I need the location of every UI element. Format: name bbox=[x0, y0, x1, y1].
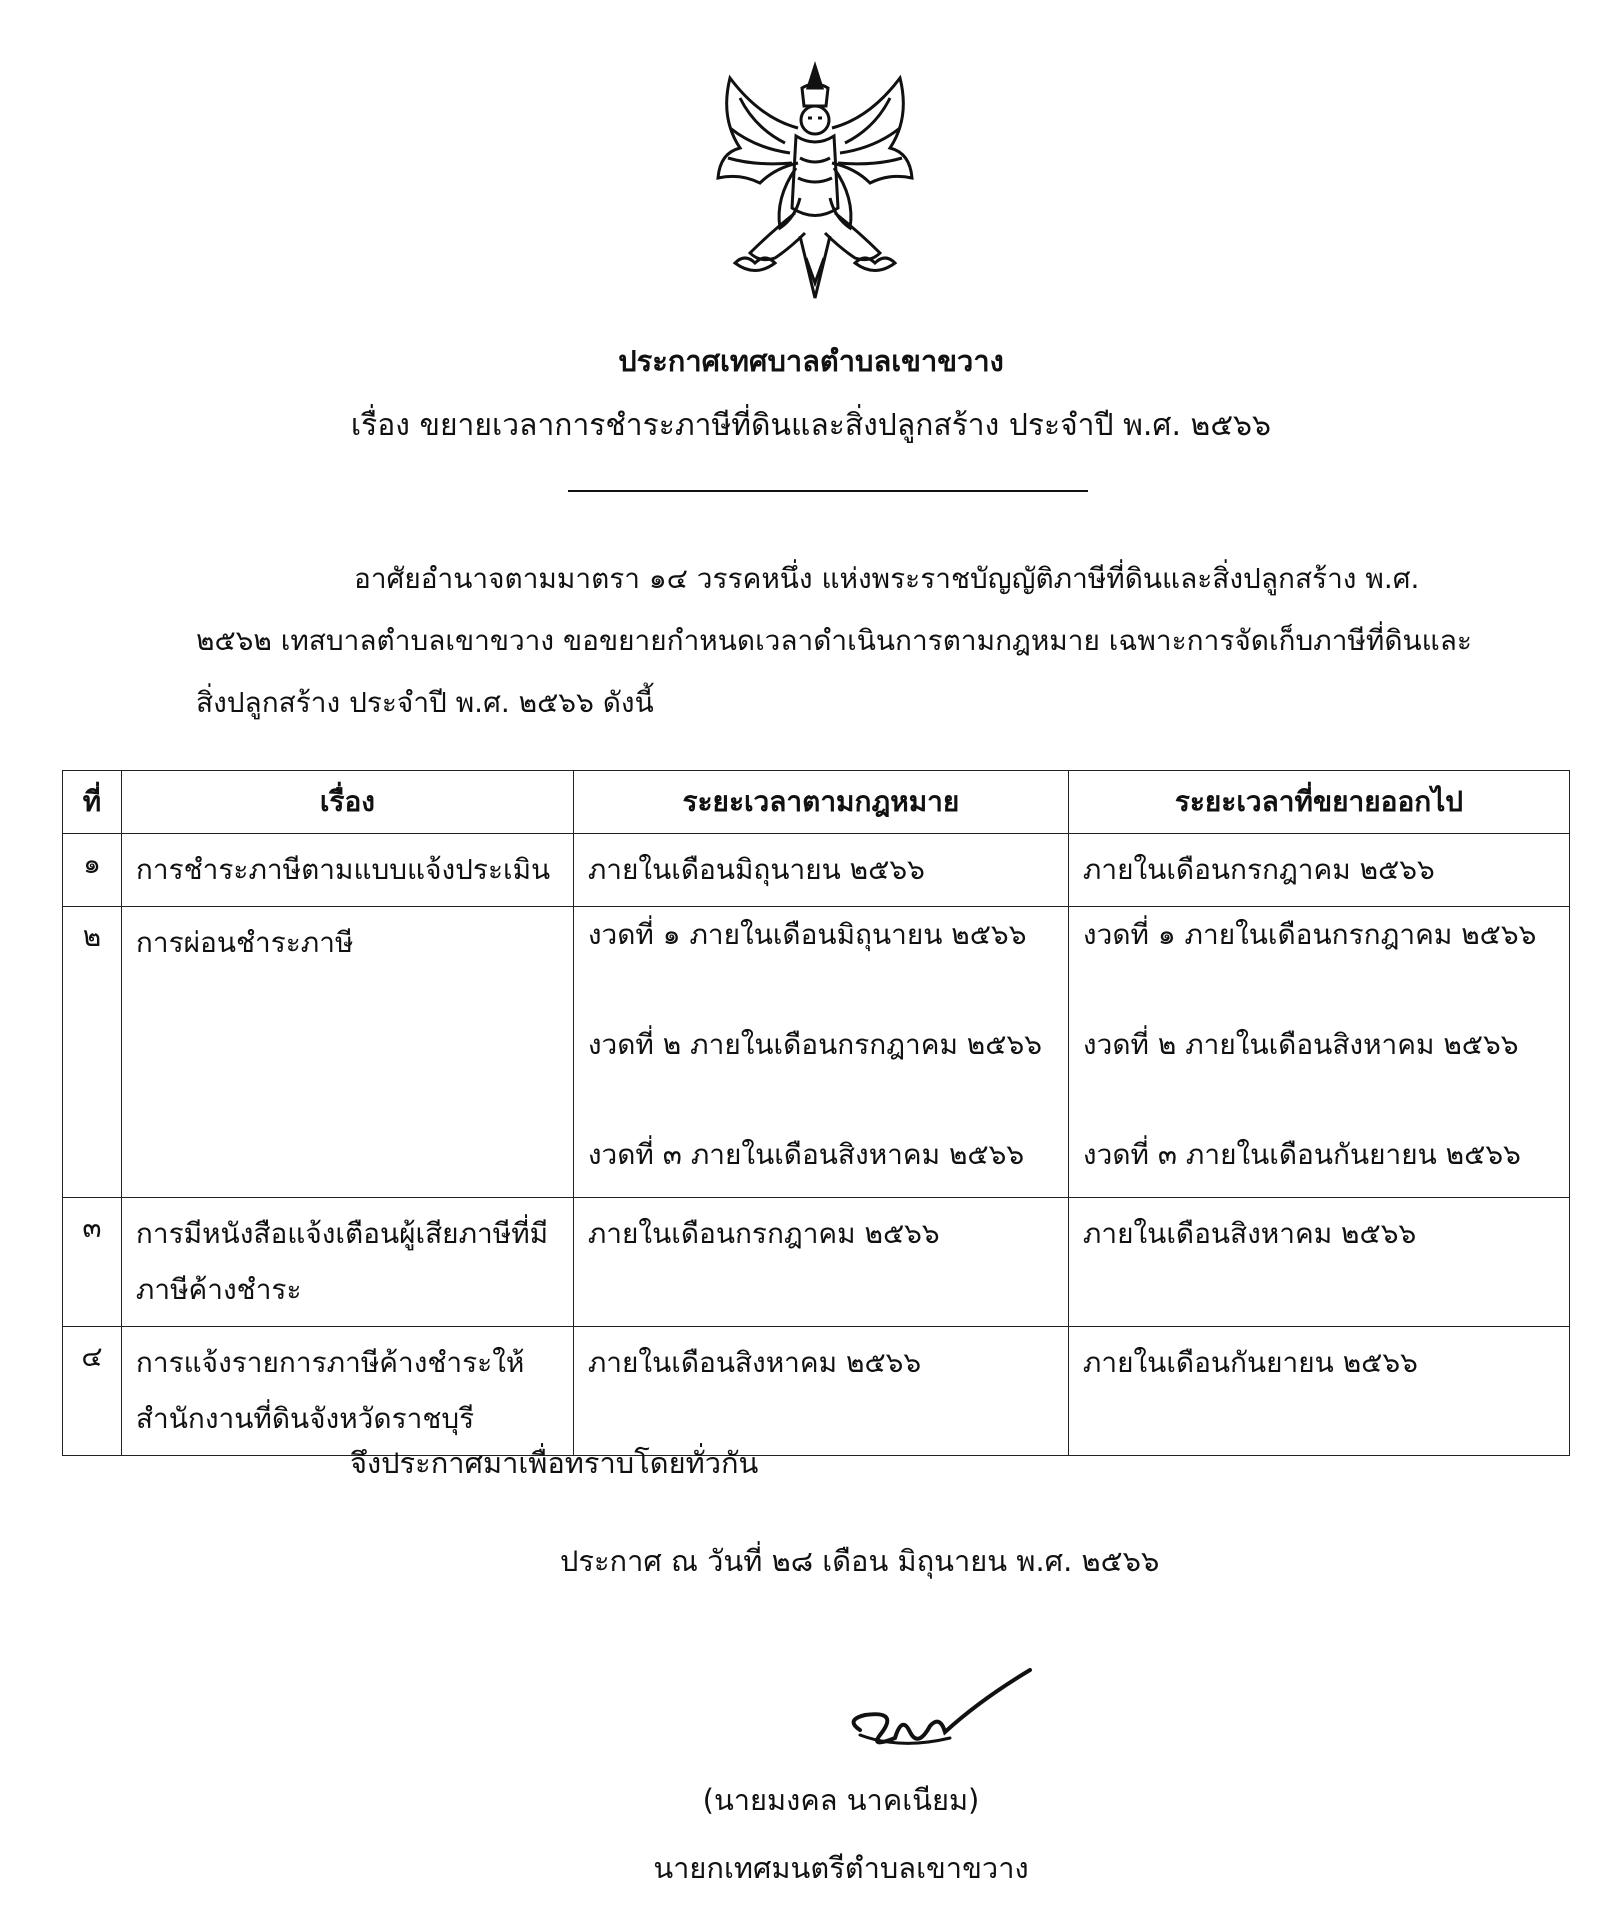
row-topic bbox=[121, 834, 573, 907]
header-legal-period: ระยะเวลาตามกฎหมาย bbox=[573, 771, 1068, 834]
row-legal-period bbox=[573, 834, 1068, 907]
row-number: ๑ bbox=[63, 834, 122, 907]
table-header-row bbox=[63, 771, 1570, 834]
installment-line: งวดที่ ๑ ภายในเดือนมิถุนายน ๒๕๖๖ bbox=[587, 918, 1027, 951]
signer-name: (นายมงคล นาคเนียม) bbox=[702, 1783, 980, 1817]
table-row bbox=[63, 834, 1570, 907]
row-legal-period bbox=[573, 1198, 1068, 1327]
installment-line: งวดที่ ๓ ภายในเดือนสิงหาคม ๒๕๖๖ bbox=[587, 1138, 1025, 1171]
row-number: ๓ bbox=[63, 1198, 122, 1327]
row-extended-period bbox=[1068, 1327, 1569, 1456]
row-number: ๔ bbox=[63, 1327, 122, 1456]
topic-line: ภาษีค้างชำระ bbox=[135, 1273, 302, 1306]
signer-title: นายกเทศมนตรีตำบลเขาขวาง bbox=[653, 1851, 1029, 1885]
row-extended-period bbox=[1068, 1198, 1569, 1327]
period-line: ภายในเดือนสิงหาคม ๒๕๖๖ bbox=[1082, 1217, 1417, 1250]
topic-line: การแจ้งรายการภาษีค้างชำระให้ bbox=[135, 1346, 525, 1379]
installment-line: งวดที่ ๑ ภายในเดือนกรกฎาคม ๒๕๖๖ bbox=[1082, 918, 1537, 951]
period-line: ภายในเดือนมิถุนายน ๒๕๖๖ bbox=[587, 853, 925, 886]
installment-line: งวดที่ ๒ ภายในเดือนสิงหาคม ๒๕๖๖ bbox=[1082, 1028, 1519, 1061]
row-topic bbox=[121, 907, 573, 1198]
table-row bbox=[63, 1327, 1570, 1456]
period-line: ภายในเดือนสิงหาคม ๒๕๖๖ bbox=[587, 1346, 922, 1379]
table-row bbox=[63, 1198, 1570, 1327]
topic-line: สำนักงานที่ดินจังหวัดราชบุรี bbox=[135, 1402, 475, 1435]
announcement-subject: เรื่อง ขยายเวลาการชำระภาษีที่ดินและสิ่งปลูกสร้าง ประจำปี พ.ศ. ๒๕๖๖ bbox=[350, 408, 1272, 443]
garuda-emblem-icon bbox=[700, 58, 930, 318]
period-line: ภายในเดือนกันยายน ๒๕๖๖ bbox=[1082, 1346, 1418, 1379]
row-number: ๒ bbox=[63, 907, 122, 1198]
body-paragraph bbox=[196, 548, 1472, 734]
row-legal-period bbox=[573, 1327, 1068, 1456]
header-topic: เรื่อง bbox=[121, 771, 573, 834]
extension-schedule-table bbox=[62, 770, 1570, 1456]
period-line: ภายในเดือนกรกฎาคม ๒๕๖๖ bbox=[587, 1217, 940, 1250]
topic-line: การชำระภาษีตามแบบแจ้งประเมิน bbox=[135, 853, 551, 886]
row-extended-period bbox=[1068, 907, 1569, 1198]
installment-line: งวดที่ ๓ ภายในเดือนกันยายน ๒๕๖๖ bbox=[1082, 1138, 1521, 1171]
body-line: ๒๕๖๒ เทสบาลตำบลเขาขวาง ขอขยายกำหนดเวลาดำเนินการตามกฎหมาย เฉพาะการจัดเก็บภาษีที่ดินและ bbox=[196, 624, 1472, 657]
title-divider bbox=[568, 490, 1088, 492]
table-row bbox=[63, 907, 1570, 1198]
closing-statement: จึงประกาศมาเพื่อทราบโดยทั่วกัน bbox=[350, 1446, 759, 1480]
announcement-date: ประกาศ ณ วันที่ ๒๘ เดือน มิถุนายน พ.ศ. ๒๕๖๖ bbox=[560, 1544, 1160, 1578]
row-topic bbox=[121, 1327, 573, 1456]
body-line: อาศัยอำนาจตามมาตรา ๑๔ วรรคหนึ่ง แห่งพระราชบัญญัติภาษีที่ดินและสิ่งปลูกสร้าง พ.ศ. bbox=[354, 562, 1420, 595]
announcement-title: ประกาศเทศบาลตำบลเขาขวาง bbox=[618, 344, 1004, 378]
header-no: ที่ bbox=[63, 771, 122, 834]
header-extended-period: ระยะเวลาที่ขยายออกไป bbox=[1068, 771, 1569, 834]
handwritten-signature-icon bbox=[840, 1660, 1040, 1770]
row-legal-period bbox=[573, 907, 1068, 1198]
row-topic bbox=[121, 1198, 573, 1327]
row-extended-period bbox=[1068, 834, 1569, 907]
topic-line: การมีหนังสือแจ้งเตือนผู้เสียภาษีที่มี bbox=[135, 1217, 549, 1250]
body-line: สิ่งปลูกสร้าง ประจำปี พ.ศ. ๒๕๖๖ ดังนี้ bbox=[196, 686, 654, 719]
period-line: ภายในเดือนกรกฎาคม ๒๕๖๖ bbox=[1082, 853, 1435, 886]
installment-line: งวดที่ ๒ ภายในเดือนกรกฎาคม ๒๕๖๖ bbox=[587, 1028, 1042, 1061]
topic-line: การผ่อนชำระภาษี bbox=[135, 926, 354, 959]
